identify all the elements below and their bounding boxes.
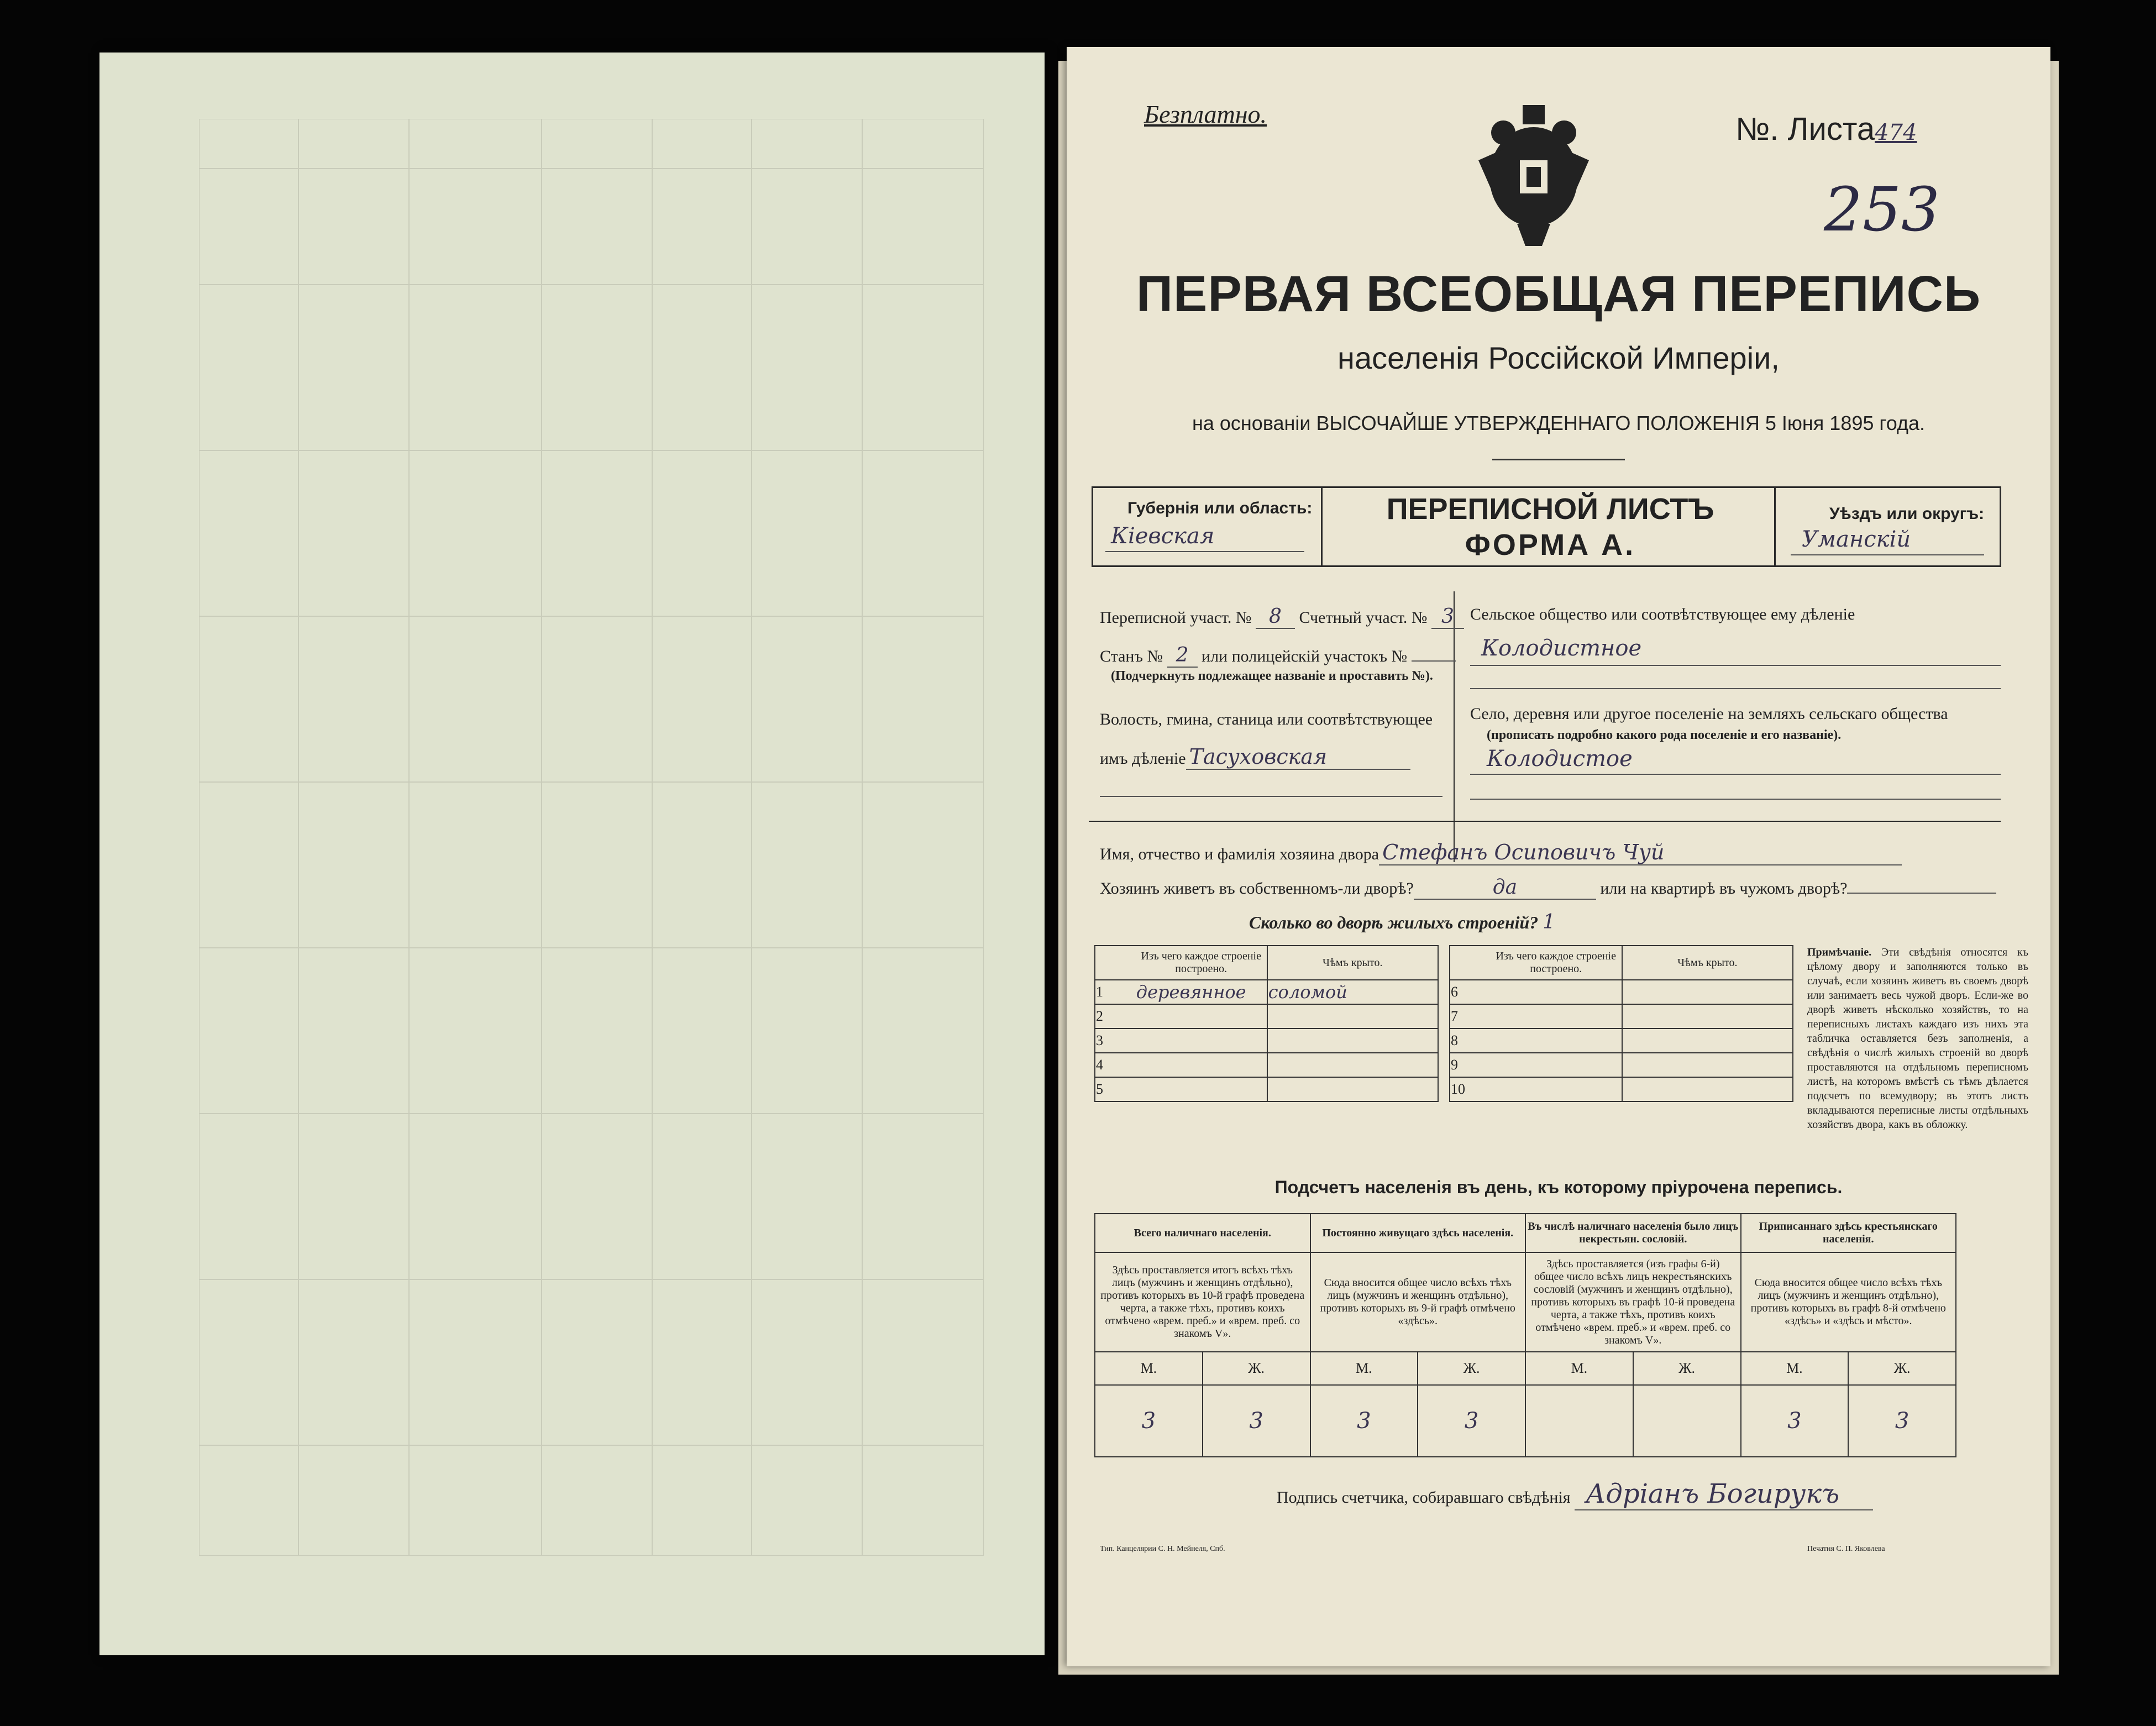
row-roof	[1267, 1029, 1438, 1053]
fields-bottom-rule	[1089, 821, 2001, 822]
count-col-2-head: Постоянно живущаго здѣсь населенія.	[1310, 1214, 1526, 1252]
col-material-header-left: Изъ чего каждое строеніе построено.	[1136, 946, 1267, 980]
buildings-count-label: Сколько во дворѣ жилыхъ строеній?	[1249, 912, 1539, 932]
census-district-value: 8	[1256, 605, 1295, 629]
table-row	[1095, 1077, 1793, 1101]
count-col-4-female: 3	[1848, 1385, 1956, 1457]
table-row	[1095, 1004, 1793, 1029]
row-number: 6	[1450, 980, 1491, 1004]
row-material	[1136, 1053, 1267, 1077]
row-roof	[1267, 1004, 1438, 1029]
uezd-label: Уѣздъ или округъ:	[1829, 505, 1985, 523]
buildings-note-title: Примѣчаніе.	[1807, 946, 1872, 958]
col-roof-header-right: Чѣмъ крыто.	[1622, 946, 1793, 980]
f-label: Ж.	[1633, 1352, 1741, 1385]
gubernia-underline	[1105, 551, 1304, 552]
census-subtitle: населенія Россійской Имперіи,	[1337, 340, 1780, 375]
count-district-value: 3	[1431, 605, 1464, 629]
census-district-field	[1100, 605, 1464, 628]
population-count-table	[1094, 1213, 1956, 1457]
left-page	[99, 53, 1045, 1655]
count-col-3-male	[1525, 1385, 1633, 1457]
owner-name-label: Имя, отчество и фамилія хозяина двора	[1100, 845, 1379, 863]
stan-field	[1100, 644, 1456, 667]
village-underline-2	[1470, 799, 2001, 800]
row-number: 8	[1450, 1029, 1491, 1053]
buildings-note-text: Эти свѣдѣнія относятся къ цѣлому двору и заполняются только въ случаѣ, если хозяинъ живетъ въ своемъ дворѣ или занимаетъ весь чужой дворъ. Если-же во дворѣ живетъ нѣсколько хозяйствъ, то на переписныхъ листахъ каждаго изъ нихъ эта табличка оставляется безъ заполненія, а свѣдѣнія о числѣ жилыхъ строеній во дворѣ проставляются на отдѣльномъ переписномъ листѣ, на которомъ вмѣстѣ съ тѣмъ дѣлается подсчетъ по всемудвору; въ этотъ листъ вкладываются переписные листы отдѣльныхъ хозяйствъ двора, какъ въ обложку.	[1807, 946, 2028, 1131]
census-district-label: Переписной участ. №	[1100, 608, 1252, 627]
owner-lives-field	[1100, 876, 1996, 900]
m-label: М.	[1741, 1352, 1849, 1385]
count-col-3-desc: Здѣсь проставляется (изъ графы 6-й) общее число всѣхъ лицъ некрестьянскихъ сословій (мужчинъ и женщинъ отдѣльно), противъ которыхъ въ графѣ 10-й проведена черта, а также тѣхъ, противъ коихъ отмѣчено «врем. преб.» и «врем. преб. со знакомъ V».	[1525, 1252, 1741, 1352]
double-headed-eagle-icon	[1465, 94, 1603, 249]
row-roof	[1267, 1053, 1438, 1077]
buildings-table	[1094, 945, 1793, 1102]
title-divider	[1492, 459, 1625, 460]
row-material	[1136, 1077, 1267, 1101]
count-col-2-male: 3	[1310, 1385, 1418, 1457]
police-label: или полицейскій участокъ №	[1202, 647, 1408, 665]
society-underline-2	[1470, 688, 2001, 689]
count-col-3-head: Въ числѣ наличнаго населенія было лицъ некрестьян. сословій.	[1525, 1214, 1741, 1252]
table-row	[1095, 1053, 1793, 1077]
count-col-4-male: 3	[1741, 1385, 1849, 1457]
stan-label: Станъ №	[1100, 647, 1163, 665]
table-row	[1095, 980, 1793, 1004]
sheet-number-value: 474	[1875, 120, 1917, 145]
f-label: Ж.	[1418, 1352, 1525, 1385]
col-material-header-right: Изъ чего каждое строеніе построено.	[1491, 946, 1622, 980]
form-header-divider-left	[1321, 486, 1323, 567]
owner-lives-label: Хозяинъ живетъ въ собственномъ-ли дворѣ?	[1100, 879, 1414, 898]
row-number: 1	[1095, 980, 1136, 1004]
volost-label-2: имъ дѣленіе	[1100, 749, 1186, 768]
signature-value: Адріанъ Богирукъ	[1575, 1478, 1873, 1510]
row-number: 3	[1095, 1029, 1136, 1053]
count-col-1-desc: Здѣсь проставляется итогъ всѣхъ тѣхъ лицъ (мужчинъ и женщинъ отдѣльно), противъ которыхъ въ 10-й графѣ проведена черта, а также тѣхъ, противъ коихъ отмѣчено «врем. преб.» и «врем. преб. со знакомъ V».	[1095, 1252, 1310, 1352]
village-value: Колодистое	[1487, 746, 1633, 772]
underline-note: (Подчеркнуть подлежащее названіе и проставить №).	[1111, 669, 1433, 683]
volost-extra-line	[1100, 796, 1442, 797]
society-label: Сельское общество или соотвѣтствующее ему дѣленіе	[1470, 605, 1855, 623]
m-label: М.	[1525, 1352, 1633, 1385]
village-label: Село, деревня или другое поселеніе на земляхъ сельскаго общества	[1470, 705, 1948, 723]
count-col-1-head: Всего наличнаго населенія.	[1095, 1214, 1310, 1252]
volost-field	[1100, 744, 1410, 770]
col-roof-header-left: Чѣмъ крыто.	[1267, 946, 1438, 980]
row-roof	[1267, 1077, 1438, 1101]
sheet-number-label-text: №. Листа	[1735, 111, 1875, 147]
row-material	[1136, 1029, 1267, 1053]
form-title-1: ПЕРЕПИСНОЙ ЛИСТЪ	[1386, 492, 1714, 526]
society-underline-1	[1470, 665, 2001, 666]
footer-print-right: Печатня С. П. Яковлева	[1807, 1545, 1885, 1553]
owner-lives-value: да	[1414, 876, 1596, 900]
owner-apartment-label: или на квартирѣ въ чужомъ дворѣ?	[1600, 879, 1848, 898]
census-form-page	[1067, 47, 2050, 1666]
row-number: 5	[1095, 1077, 1136, 1101]
table-row	[1095, 1029, 1793, 1053]
form-header-divider-right	[1774, 486, 1776, 567]
row-roof: соломой	[1267, 980, 1438, 1004]
count-col-2-female: 3	[1418, 1385, 1525, 1457]
uezd-value: Уманскій	[1802, 527, 1911, 552]
m-label: М.	[1310, 1352, 1418, 1385]
buildings-note	[1807, 945, 2028, 1132]
f-label: Ж.	[1203, 1352, 1310, 1385]
count-district-label: Счетный участ. №	[1299, 608, 1428, 627]
row-number: 2	[1095, 1004, 1136, 1029]
row-number: 4	[1095, 1053, 1136, 1077]
volost-value: Тасуховская	[1186, 744, 1410, 770]
footer-print-left: Тип. Канцелярии С. Н. Мейнеля, Спб.	[1100, 1545, 1225, 1553]
signature-field	[1277, 1478, 1873, 1510]
count-col-4-desc: Сюда вносится общее число всѣхъ тѣхъ лицъ (мужчинъ и женщинъ отдѣльно), противъ которыхъ въ графѣ 8-й отмѣчено «здѣсь» и «здѣсь и мѣсто».	[1741, 1252, 1956, 1352]
volost-label-1: Волость, гмина, станица или соотвѣтствующее	[1100, 710, 1433, 728]
gubernia-label: Губернія или область:	[1127, 499, 1313, 517]
gubernia-value: Кіевская	[1111, 523, 1215, 549]
count-col-3-female	[1633, 1385, 1741, 1457]
uezd-underline	[1791, 554, 1984, 555]
handwritten-sheet-number: 253	[1824, 174, 1940, 245]
row-number: 7	[1450, 1004, 1491, 1029]
count-col-2-desc: Сюда вносится общее число всѣхъ тѣхъ лицъ (мужчинъ и женщинъ отдѣльно), противъ которыхъ въ 9-й графѣ отмѣчено «здѣсь».	[1310, 1252, 1526, 1352]
count-col-1-male: 3	[1095, 1385, 1203, 1457]
f-label: Ж.	[1848, 1352, 1956, 1385]
buildings-count-value: 1	[1543, 911, 1556, 933]
sheet-number-label	[1735, 111, 1917, 148]
census-title: ПЕРВАЯ ВСЕОБЩАЯ ПЕРЕПИСЬ	[1136, 266, 1981, 322]
row-number: 10	[1450, 1077, 1491, 1101]
police-value-blank	[1412, 660, 1456, 662]
row-number: 9	[1450, 1053, 1491, 1077]
count-col-1-female: 3	[1203, 1385, 1310, 1457]
owner-name-value: Стефанъ Осиповичъ Чуй	[1379, 840, 1902, 865]
buildings-count-field	[1249, 911, 1555, 933]
village-note: (прописать подробно какого рода поселеніе и его названіе).	[1487, 728, 1842, 742]
village-underline-1	[1470, 774, 2001, 775]
census-basis: на основаніи ВЫСОЧАЙШЕ УТВЕРЖДЕННАГО ПОЛОЖЕНІЯ 5 Іюня 1895 года.	[1192, 412, 1925, 434]
faint-grid-background	[199, 119, 984, 1556]
row-material	[1136, 1004, 1267, 1029]
m-label: М.	[1095, 1352, 1203, 1385]
population-count-title: Подсчетъ населенія въ день, къ которому пріурочена перепись.	[1274, 1177, 1843, 1197]
society-value: Колодистное	[1481, 636, 1642, 661]
row-material: деревянное	[1136, 980, 1267, 1004]
form-title-2: ФОРМА А.	[1465, 528, 1636, 562]
signature-label: Подпись счетчика, собиравшаго свѣдѣнія	[1277, 1488, 1571, 1507]
owner-apartment-blank	[1847, 893, 1996, 894]
stan-value: 2	[1167, 644, 1198, 668]
free-label: Безплатно.	[1144, 100, 1267, 128]
count-col-4-head: Приписаннаго здѣсь крестьянскаго населенія.	[1741, 1214, 1956, 1252]
owner-name-field	[1100, 840, 1902, 865]
